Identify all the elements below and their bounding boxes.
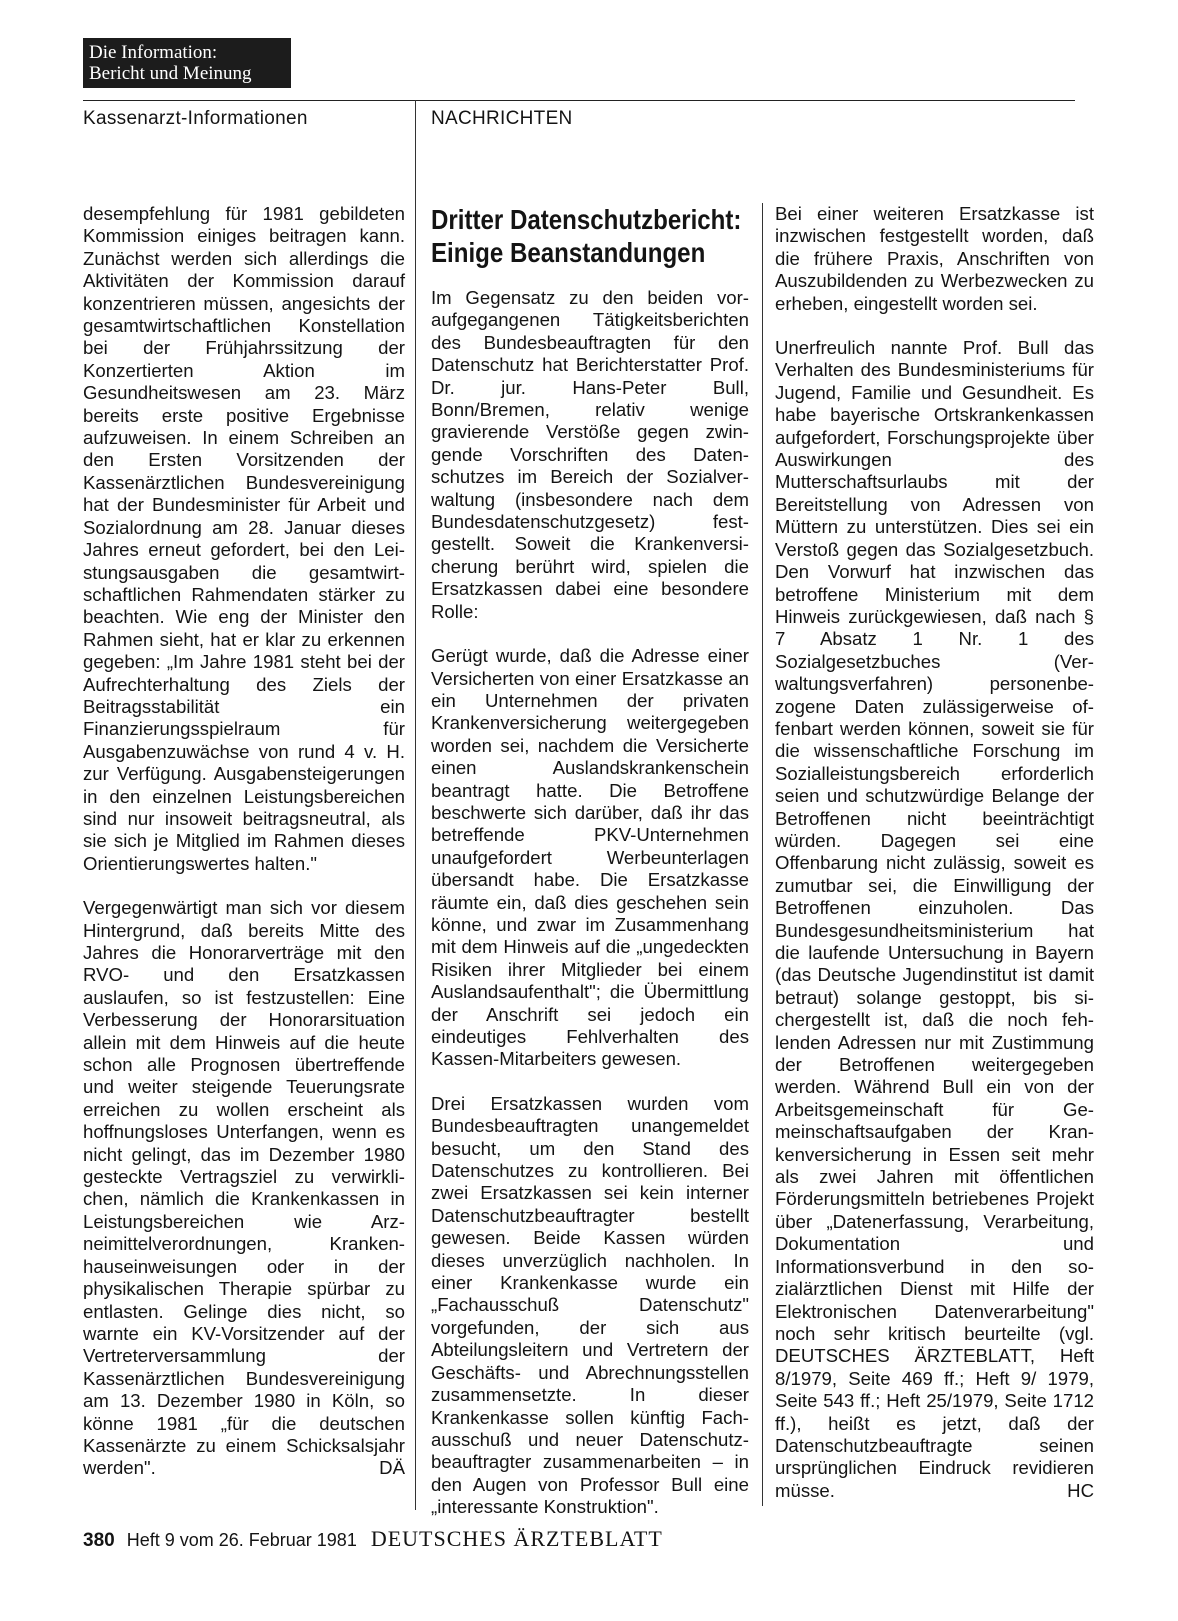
headline-line-2: Einige Beanstandungen (431, 237, 706, 268)
issue-info: Heft 9 vom 26. Februar 1981 (126, 1530, 357, 1550)
paragraph (83, 897, 405, 1480)
headline-line-1: Dritter Datenschutzbericht: (431, 204, 742, 235)
article-headline (431, 203, 742, 269)
brand-line-2: Bericht und Meinung (89, 63, 252, 84)
article-column-2 (431, 287, 749, 1519)
page-footer (83, 1526, 663, 1552)
paragraph (775, 337, 1094, 1502)
article-column-1 (83, 203, 405, 1480)
magazine-title: DEUTSCHES ÄRZTEBLATT (370, 1526, 663, 1551)
paragraph: Gerügt wurde, daß die Adresse einer Versicherten von einer Ersatzkasse an ein Unternehmen der privaten Krankenversicherung weitergegeben worden sei, nachdem die Versicherte einen Auslandskrankenschein beantragt hatte. Die Betroffene beschwerte sich darüber, daß ihr das betreffende PKV-Unternehmen unaufgefordert Werbeunterlagen übersandt habe. Die Ersatzkasse räumte ein, daß dies geschehen sein könne, und zwar im Zusammenhang mit dem Hinweis auf die „ungedeckten Risiken ihrer Mitglieder bei einem Auslandsaufenthalt"; die Übermittlung der Anschrift sei jedoch ein eindeutiges Fehlverhalten des Kassen-Mitarbeiters gewesen. (431, 645, 749, 1070)
header-rule (83, 100, 1075, 101)
column-divider-left (415, 100, 416, 1510)
brand-line-1: Die Information: (89, 42, 218, 63)
paragraph-text: Unerfreulich nannte Prof. Bull das Verhalten des Bundesministeriums für Jugend, Familie und Gesundheit. Es habe bayerische Ortskrankenkassen aufgefordert, Forschungsprojekte über Auswirkungen des Mutterschaftsurlaubs mit der Bereitstellung von Adressen von Müttern zu unterstützen. Dies sei ein Verstoß gegen das Sozialgesetzbuch. Den Vorwurf hat inzwischen das betroffene Ministerium mit dem Hinweis zurückgewiesen, daß nach § 7 Absatz 1 Nr. 1 des Sozialgesetzbuches (Verwaltungsverfahren) personenbezogene Daten zulässigerweise offenbart werden können, soweit sie für die wissenschaftliche Forschung im Sozialleistungsbereich erforderlich seien und schutzwürdige Belange der Betroffenen nicht beeinträchtigt würden. Dagegen sei eine Offenbarung nicht zulässig, soweit es zumutbar sei, die Einwilligung der Betroffenen einzuholen. Das Bundesgesundheitsministerium hat die laufende Untersuchung in Bayern (das Deutsche Jugendinstitut ist damit betraut) solange gestoppt, bis sichergestellt ist, daß die noch fehlenden Adressen nur mit Zustimmung der Betroffenen weitergegeben werden. Während Bull ein von der Arbeitsgemeinschaft für Gemeinschaftsaufgaben der Krankenversicherung in Essen seit mehr als zwei Jahren mit öffentlichen Förderungsmitteln betriebenes Projekt über „Datenerfassung, Verarbeitung, Dokumentation und Informationsverbund in den sozialärztlichen Dienst mit Hilfe der Elektronischen Datenverarbeitung" noch sehr kritisch beurteilte (vgl. DEUTSCHES ÄRZTEBLATT, Heft 8/1979, Seite 469 ff.; Heft 9/ 1979, Seite 543 ff.; Heft 25/1979, Seite 1712 ff.), heißt es jetzt, daß der Datenschutzbeauftragte seinen ursprünglichen Eindruck revidieren müsse. (775, 337, 1094, 1501)
paragraph-text: Vergegenwärtigt man sich vor diesem Hintergrund, daß bereits Mitte des Jahres die Honorarverträge mit den RVO- und den Ersatzkassen auslaufen, so ist festzustellen: Eine Verbesserung der Honorarsituation allein mit dem Hinweis auf die heute schon alle Prognosen übertreffende und weiter steigende Teuerungsrate erreichen zu wollen erscheint als hoffnungsloses Unterfangen, wenn es nicht gelingt, das im Dezember 1980 gesteckte Vertragsziel zu verwirklichen, nämlich die Krankenkassen in Leistungsbereichen wie Arzneimittelverordnungen, Krankenhauseinweisungen oder in der physikalischen Therapie spürbar zu entlasten. Gelinge dies nicht, so warnte ein KV-Vorsitzender auf der Vertreterversammlung der Kassenärztlichen Bundesvereinigung am 13. Dezember 1980 in Köln, so könne 1981 „für die deutschen Kassenärzte zu einem Schicksalsjahr werden". (83, 897, 405, 1479)
author-signature: DÄ (379, 1457, 405, 1479)
section-label-right: NACHRICHTEN (431, 108, 573, 129)
section-label-left: Kassenarzt-Informationen (83, 108, 308, 129)
column-divider-right (762, 203, 763, 1506)
author-signature: HC (1067, 1479, 1094, 1501)
paragraph: Bei einer weiteren Ersatzkasse ist inzwischen festgestellt worden, daß die frühere Praxis, Anschriften von Auszubildenden zu Werbezwecken zu erheben, eingestellt worden sei. (775, 203, 1094, 314)
paragraph: Drei Ersatzkassen wurden vom Bundesbeauftragten unangemeldet besucht, um den Stand des Datenschutzes zu kontrollieren. Bei zwei Ersatzkassen sei kein interner Datenschutzbeauftragter bestellt gewesen. Beide Kassen würden dieses unverzüglich nachholen. In einer Krankenkasse wurde ein „Fachausschuß Datenschutz" vorgefunden, der sich aus Abteilungsleitern und Vertretern der Geschäfts- und Abrechnungsstellen zusammensetzte. In dieser Krankenkasse sollen künftig Fachausschuß und neuer Datenschutzbeauftragter zusammenarbeiten – in den Augen von Professor Bull eine „interessante Konstruktion". (431, 1092, 749, 1518)
paragraph: Im Gegensatz zu den beiden voraufgegangenen Tätigkeitsberichten des Bundesbeauftragten für den Datenschutz hat Berichterstatter Prof. Dr. jur. Hans-Peter Bull, Bonn/Bremen, relativ wenige gravierende Verstöße gegen zwingende Vorschriften des Datenschutzes im Bereich der Sozialverwaltung (insbesondere nach dem Bundesdatenschutzgesetz) festgestellt. Soweit die Krankenversicherung berührt wird, spielen die Ersatzkassen dabei eine besondere Rolle: (431, 287, 749, 622)
section-brand-box (83, 38, 291, 88)
page-number: 380 (83, 1530, 115, 1551)
paragraph: desempfehlung für 1981 gebildeten Kommission einiges beitragen kann. Zunächst werden sich allerdings die Aktivitäten der Kommission darauf konzentrieren müssen, angesichts der gesamtwirtschaftlichen Konstellation bei der Frühjahrssitzung der Konzertierten Aktion im Gesundheitswesen am 23. März bereits erste positive Ergebnisse aufzuweisen. In einem Schreiben an den Ersten Vorsitzenden der Kassenärztlichen Bundesvereinigung hat der Bundesminister für Arbeit und Sozialordnung am 28. Januar dieses Jahres erneut gefordert, bei den Leistungsausgaben die gesamtwirtschaftlichen Rahmendaten stärker zu beachten. Wie eng der Minister den Rahmen sieht, hat er klar zu erkennen gegeben: „Im Jahre 1981 steht bei der Aufrechterhaltung des Ziels der Beitragsstabilität ein Finanzierungsspielraum für Ausgabenzuwächse von rund 4 v. H. zur Verfügung. Ausgabensteigerungen in den einzelnen Leistungsbereichen sind nur insoweit beitragsneutral, als sie sich je Mitglied im Rahmen dieses Orientierungswertes halten." (83, 203, 405, 874)
article-column-3 (775, 203, 1094, 1502)
